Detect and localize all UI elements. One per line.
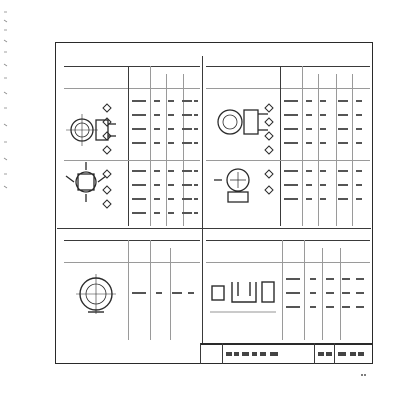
data-rows bbox=[282, 98, 368, 224]
component-drawing bbox=[62, 96, 126, 212]
divider-middle-horizontal bbox=[57, 228, 371, 229]
data-rows bbox=[284, 276, 368, 322]
diamond-symbols bbox=[262, 100, 276, 210]
data-rows bbox=[130, 290, 198, 298]
diamond-symbols bbox=[100, 100, 114, 210]
divider-top-vertical bbox=[202, 56, 203, 228]
component-drawing bbox=[68, 270, 126, 326]
data-rows bbox=[130, 98, 200, 224]
divider-bottom-vertical bbox=[202, 228, 203, 343]
title-block-strokes bbox=[224, 349, 370, 359]
component-drawing bbox=[208, 272, 280, 322]
side-margin-text bbox=[1, 6, 9, 191]
